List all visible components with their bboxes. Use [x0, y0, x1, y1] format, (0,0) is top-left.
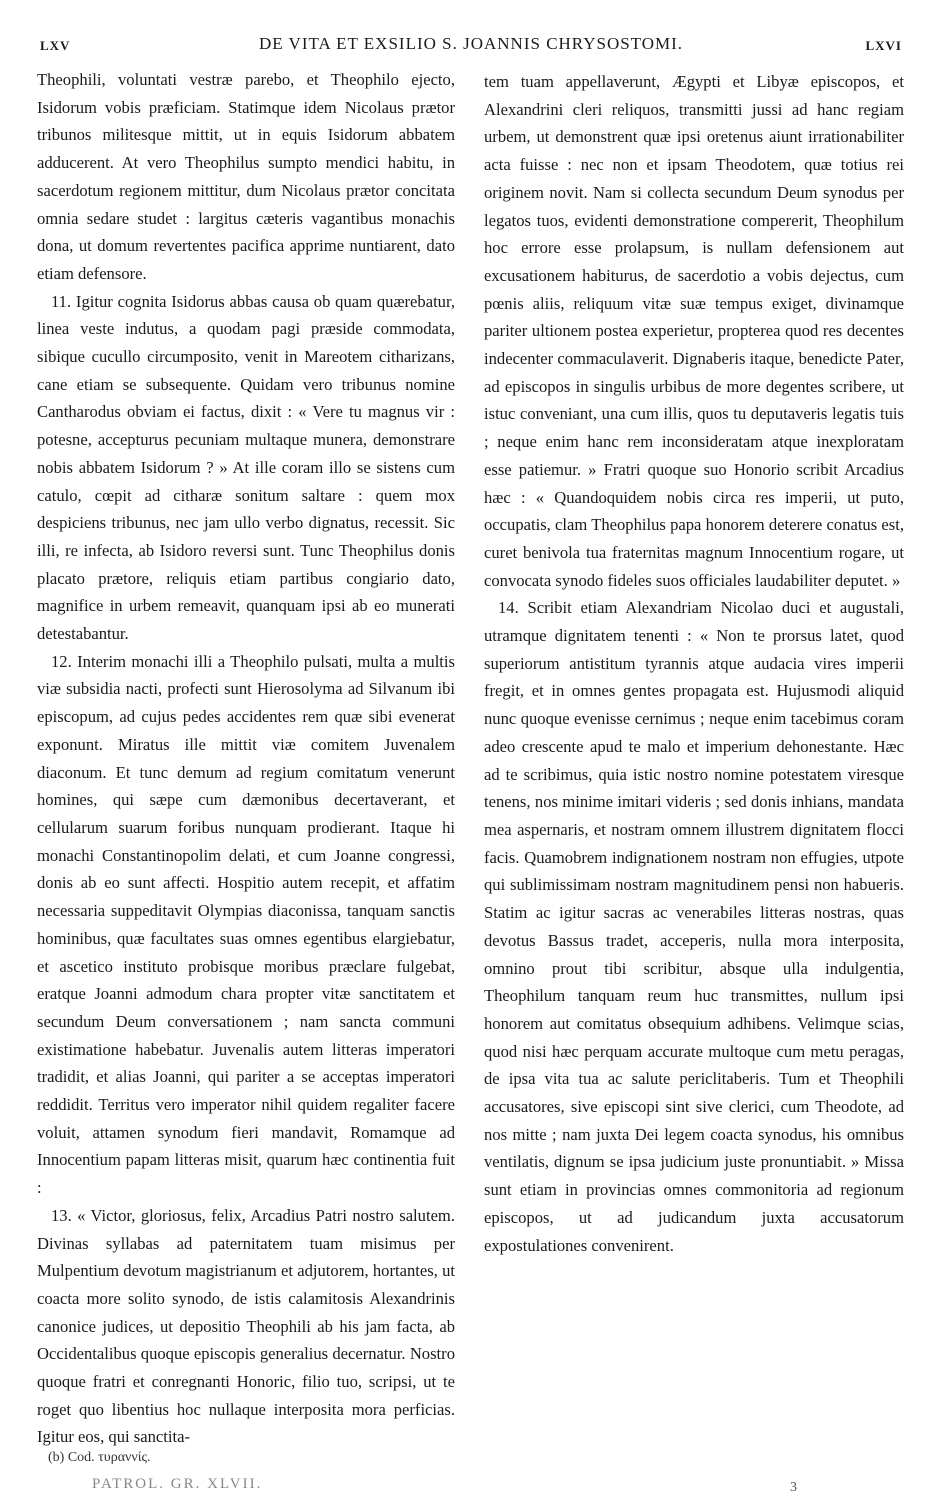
paragraph: 11. Igitur cognita Isidorus abbas causa ob quam quærebatur, linea veste indutus, a quodam pagi præside commodata, sibique cucullo circumposito, venit in Mareotem citharizans, cane etiam se subsequente. Quidam vero tribunus nomine Cantharodus obviam ei factus, dixit : « Vere tu magnus vir : potesne, accepturus pecuniam multaque munera, demonstrare nobis abbatem Isidorum ? » At ille coram illo se sistens cum catulo, cœpit ad citharæ sonitum saltare : quem mox despiciens tribunus, nec jam ullo verbo dignatus, recessit. Sic illi, re infecta, ab Isidoro reversi sunt. Tunc Theophilus donis placato prætore, reliquis etiam partibus congiario dato, magnifice in urbem remeavit, quanquam ipsi ab eo munerati detestabantur.	[37, 291, 455, 644]
running-header	[40, 34, 902, 58]
paragraph: 14. Scribit etiam Alexandriam Nicolao duci et augustali, utramque dignitatem tenenti : « Non te prorsus latet, quod superiorum antistitum tyrannis atque audacia vires imperii fregit, et in omnes gentes propagata est. Hujusmodi aliquid nunc quoque evenisse cernimus ; neque enim tacebimus coram adeo crescente apud te malo et imperium dehonestante. Hæc ad te scribimus, quia istic nostro nomine potestatem viresque tenens, nos minime imitari videris ; sed donis inhians, mandata mea aspernaris, et nostram omnem illustrem dignitatem flocci facis. Quamobrem indignationem nostram non effugies, utpote qui sublimissimam nostram magnitudinem pensi non habueris. Statim ac igitur sacras ac venerabiles litteras nostras, quas devotus Bassus tradet, acceperis, nulla mora interposita, omnino prout tibi scribitur, absque ulla indulgentia, Theophilum tanquam reum huc transmittes, nullum ipsi honorem aut comitatus obsequium adhibens. Velimque scias, quod nisi hæc perquam accurate multoque cum metu peragas, de ipsa vita tua ac salute periclitaberis. Tum et Theophili accusatores, sive episcopi sint sive clerici, cum Theodote, ad nos mitte ; nam juxta Dei legem coacta synodus, his omnibus ventilatis, dignum se ipsa judicium juste pronuntiabit. » Missa sunt etiam in provincias omnes commonitoria ad regionum episcopos, ut ad judicandum juxta accusatorum expostulationes convenirent.	[484, 598, 904, 1255]
paragraph: tem tuam appellaverunt, Ægypti et Libyæ episcopos, et Alexandrini cleri reliquos, transmitti jussi ad hanc regiam urbem, ut demonstrent quæ ipsi oretenus aiunt irrationabiliter acta fuisse : nec non et ipsam Theodotem, quæ totius rei originem novit. Nam si collecta secundum Deum synodus per legatos tuos, evidenti demonstratione compererit, Theophilum hoc errore esse prolapsum, is nullam defensionem aut excusationem habiturus, de sacerdotio a vobis dejectus, cum pœnis aliis, reliquum vitæ suæ tempus exiget, divinamque pariter ultionem postea experietur, propterea quod res decentes indecenter commaculaverit. Dignaberis itaque, benedicte Pater, ad episcopos in singulis urbibus de more degentes scribere, ut istuc conveniant, una cum illis, quos tu deputaveris legatis tuis ; neque enim hanc rem inconsideratam atque inexploratam esse patiemur. » Fratri quoque suo Honorio scribit Arcadius hæc : « Quandoquidem nobis circa res imperii, ut puto, occupatis, clam Theophilus papa honorem deterere conatus est, curet benivola tua fraternitas magnum Innocentium rogare, ut convocata synodo fideles suos officiales laudabiliter deputet. »	[484, 72, 904, 590]
running-title: DE VITA ET EXSILIO S. JOANNIS CHRYSOSTOMI.	[258, 34, 684, 53]
paragraph: Theophili, voluntati vestræ parebo, et Theophilo ejecto, Isidorum vobis præficiam. Statimque idem Nicolaus prætor tribunos militesque mittit, ut in equis Isidorum abbatem adducerent. At vero Theophilus sumpto mendici habitu, in sacerdotum regionem mittitur, dum Nicolaus prætor concitata omnia sedare studet : largitus cæteris vagantibus monachis dona, ut domum revertentes pacifica apprime nuntiarent, dato etiam defensore.	[37, 70, 455, 283]
paragraph: 12. Interim monachi illi a Theophilo pulsati, multa a multis viæ subsidia nacti, profecti sunt Hierosolyma ad Silvanum ibi episcopum, ad cujus pedes accidentes rem quæ sibi evenerat exponunt. Miratus ille mittit viæ comitem Juvenalem diaconum. Et tunc demum ad regium comitatum venerunt homines, qui sæpe cum dæmonibus decertaverant, et cellularum suarum foribus nunquam prodierant. Itaque hi monachi Constantinopolim delati, et cum Joanne congressi, donis ab eo sunt affecti. Hospitio autem recepit, et affatim necessaria suppeditavit Olympias diaconissa, tanquam sanctis hominibus, quæ facultates suas omnes egentibus elargiebatur, et ascetico instituto probisque moribus præclare fulgebat, eratque Joanni admodum chara propter vitæ sanctitatem et secundum Deum conversationem ; nam sancta communi existimatione habebatur. Juvenalis autem litteras imperatori tradidit, et alias Joanni, qui pariter a se acceptas imperatori reddidit. Territus vero imperator nihil quidem regaliter facere voluit, attamen synodum fieri mandavit, Romamque ad Innocentium papam litteras misit, quarum hæc continentia fuit :	[37, 651, 455, 1198]
page-number-left: LXV	[40, 38, 71, 53]
signature-mark: PATROL. GR. XLVII.	[92, 1476, 263, 1492]
page-number: 3	[790, 1480, 797, 1495]
right-column	[484, 68, 904, 1259]
paragraph: 13. « Victor, gloriosus, felix, Arcadius Patri nostro salutem. Divinas syllabas ad paternitatem tuam misimus per Mulpentium devotum magistrianum et adjutorem, hortantes, ut coacta more solito synodo, de istis calamitosis Alexandrinis canonice judices, ut depositio Theophili ab his jam facta, ab Occidentalibus quoque episcopis generalius decernatur. Nostro quoque fratri et conregnanti Honoric, filio tuo, scripsi, ut te roget quo libentius hoc nullaque interposita mora perficias. Igitur eos, qui sanctita-	[37, 1205, 455, 1447]
page-number-right: LXVI	[865, 38, 902, 53]
footnote: (b) Cod. τυραννίς.	[48, 1450, 151, 1465]
left-column	[37, 66, 455, 1451]
